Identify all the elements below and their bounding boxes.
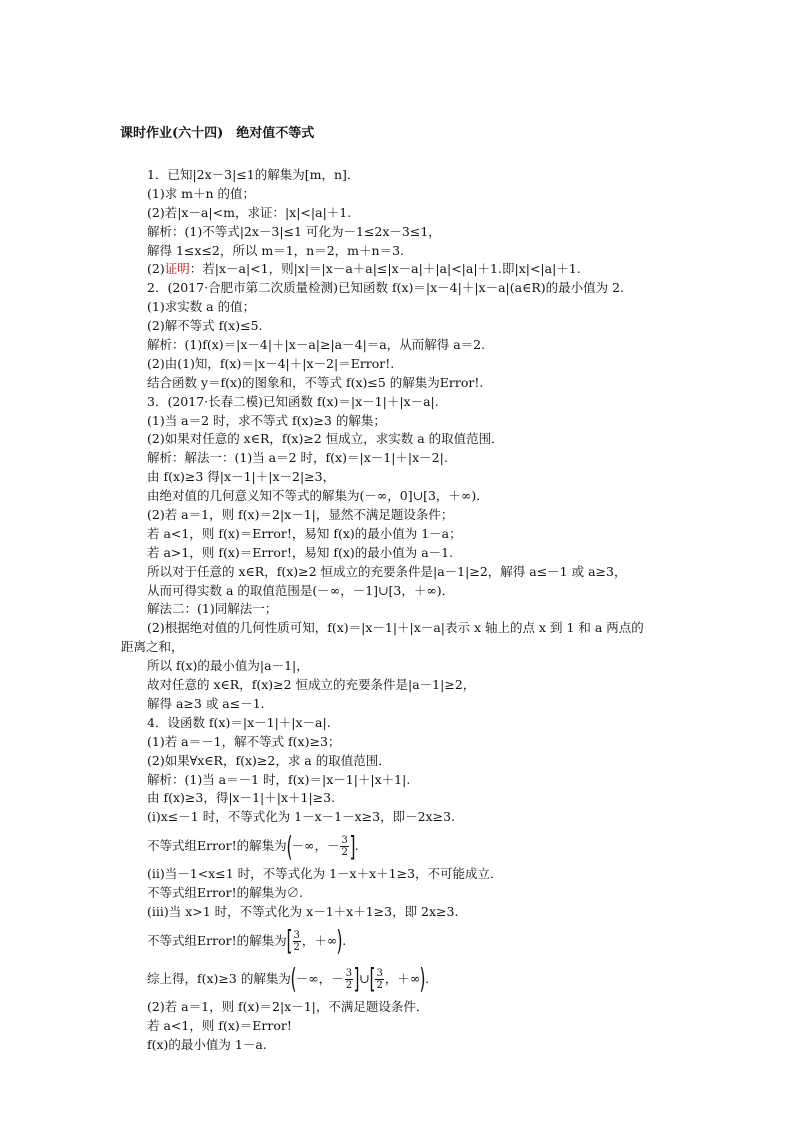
fraction bbox=[345, 968, 353, 991]
right-bracket: ] bbox=[353, 962, 360, 996]
text-line: 所以对于任意的 x∈R，f(x)≥2 恒成立的充要条件是|a－1|≥2，解得 a≤－1 或 a≥3， bbox=[147, 563, 627, 579]
math-text: 不等式组Error!的解集为 bbox=[147, 932, 287, 948]
text-line: 不等式组Error!的解集为∅. bbox=[147, 885, 304, 901]
math-line-solution-set-2 bbox=[121, 922, 681, 960]
math-text: 综上得，f(x)≥3 的解集为 bbox=[147, 970, 291, 986]
right-paren: ) bbox=[336, 924, 343, 958]
fraction-numerator: 3 bbox=[293, 929, 300, 941]
text-line: (1)当 a＝2 时，求不等式 f(x)≥3 的解集； bbox=[147, 412, 386, 428]
fraction bbox=[340, 835, 348, 858]
fraction bbox=[375, 968, 383, 991]
text-line: 解析：(1)当 a＝－1 时，f(x)＝|x－1|＋|x＋1|. bbox=[147, 771, 411, 787]
document-body bbox=[121, 166, 681, 1055]
text-line: 解析：(1)不等式|2x－3|≤1 可化为－1≤2x－3≤1， bbox=[147, 223, 441, 239]
text-line: (2)如果∀x∈R，f(x)≥2，求 a 的取值范围． bbox=[147, 752, 391, 768]
math-text: . bbox=[425, 970, 430, 986]
math-text: －∞，－ bbox=[291, 838, 340, 854]
text-line: 若 a>1，则 f(x)＝Error!，易知 f(x)的最小值为 a－1. bbox=[147, 544, 454, 560]
text-line: 2．(2017·合肥市第二次质量检测)已知函数 f(x)＝|x－4|＋|x－a|(a∈R)的最小值为 2. bbox=[147, 280, 625, 296]
text-line: 解得 a≥3 或 a≤－1. bbox=[147, 695, 265, 711]
text-line: 结合函数 y＝f(x)的图象和，不等式 f(x)≤5 的解集为Error!. bbox=[147, 374, 484, 390]
text-line: 3．(2017·长春二模)已知函数 f(x)＝|x－1|＋|x－a|. bbox=[147, 393, 439, 409]
text-line: (2)解不等式 f(x)≤5. bbox=[147, 318, 263, 334]
math-text: . bbox=[342, 932, 347, 948]
fraction-denominator: 2 bbox=[376, 979, 383, 991]
text-line: 从而可得实数 a 的取值范围是(－∞，－1]∪[3，＋∞)． bbox=[147, 582, 455, 598]
fraction-denominator: 2 bbox=[341, 847, 348, 859]
text-line: 4．设函数 f(x)＝|x－1|＋|x－a|. bbox=[147, 714, 331, 730]
fraction-numerator: 3 bbox=[341, 835, 348, 847]
right-paren: ) bbox=[419, 962, 426, 996]
text-line: 故对任意的 x∈R，f(x)≥2 恒成立的充要条件是|a－1|≥2， bbox=[147, 677, 476, 693]
text-line: (2)如果对任意的 x∈R，f(x)≥2 恒成立，求实数 a 的取值范围． bbox=[147, 431, 504, 447]
text-line: 解得 1≤x≤2，所以 m＝1，n＝2，m＋n＝3. bbox=[147, 242, 404, 258]
fraction-numerator: 3 bbox=[376, 967, 383, 979]
left-bracket: [ bbox=[286, 924, 293, 958]
math-text: －∞，－ bbox=[295, 970, 344, 986]
left-bracket: [ bbox=[368, 962, 375, 996]
text-line: 解法二：(1)同解法一； bbox=[147, 601, 278, 617]
math-line-solution-set-1 bbox=[121, 827, 681, 865]
text-line: 1．已知|2x－3|≤1的解集为[m，n]． bbox=[147, 167, 360, 182]
fraction bbox=[293, 930, 301, 953]
left-paren: ( bbox=[290, 962, 297, 996]
fraction-denominator: 2 bbox=[345, 979, 353, 991]
text-line: (2)证明：若|x－a|<1，则|x|＝|x－a＋a|≤|x－a|＋|a|<|a|＋1.即|x|<|a|＋1. bbox=[147, 261, 581, 277]
fraction-denominator: 2 bbox=[293, 941, 300, 953]
page-title: 课时作业(六十四) 绝对值不等式 bbox=[120, 126, 315, 141]
fraction-numerator: 3 bbox=[345, 967, 353, 979]
text-line: (ⅱ)当－1<x≤1 时，不等式化为 1－x＋x＋1≥3，不可能成立． bbox=[147, 866, 503, 882]
text-line: 所以 f(x)的最小值为|a－1|， bbox=[147, 658, 309, 674]
math-text: ∪ bbox=[359, 970, 370, 986]
text-line: 若 a<1，则 f(x)＝Error! bbox=[147, 1017, 292, 1033]
text-line: 由 f(x)≥3，得|x－1|＋|x＋1|≥3. bbox=[147, 790, 336, 806]
text-line: 若 a<1，则 f(x)＝Error!，易知 f(x)的最小值为 1－a； bbox=[147, 525, 462, 541]
text-line: 解析：解法一：(1)当 a＝2 时，f(x)＝|x－1|＋|x－2|. bbox=[147, 450, 448, 466]
text-line: 距离之和， bbox=[121, 639, 184, 655]
math-line-solution-set-final bbox=[121, 960, 681, 998]
text-line: (ⅲ)当 x>1 时，不等式化为 x－1＋x＋1≥3，即 2x≥3. bbox=[147, 903, 459, 919]
text-line: 解析：(1)f(x)＝|x－4|＋|x－a|≥|a－4|＝a，从而解得 a＝2. bbox=[147, 337, 486, 353]
text-line: 由绝对值的几何意义知不等式的解集为(－∞，0]∪[3，＋∞)． bbox=[147, 488, 489, 504]
text-line: (2)若 a＝1，则 f(x)＝2|x－1|，显然不满足题设条件； bbox=[147, 507, 454, 523]
text-line: (2)由(1)知，f(x)＝|x－4|＋|x－2|＝Error!. bbox=[147, 355, 395, 371]
text-line: f(x)的最小值为 1－a. bbox=[147, 1036, 267, 1052]
text-line: (ⅰ)x≤－1 时，不等式化为 1－x－1－x≥3，即－2x≥3. bbox=[147, 809, 456, 825]
text-line: (1)求实数 a 的值； bbox=[147, 299, 256, 315]
text-line: (1)若 a＝－1，解不等式 f(x)≥3； bbox=[147, 733, 341, 749]
text-line: 由 f(x)≥3 得|x－1|＋|x－2|≥3， bbox=[147, 469, 336, 485]
proof-keyword: 证明 bbox=[164, 261, 190, 277]
text-line: (2)若 a＝1，则 f(x)＝2|x－1|，不满足题设条件． bbox=[147, 998, 429, 1014]
left-paren: ( bbox=[286, 829, 293, 863]
math-text: ，＋∞ bbox=[301, 932, 338, 948]
text-line: (1)求 m＋n 的值； bbox=[147, 185, 256, 201]
math-text: 不等式组Error!的解集为 bbox=[147, 838, 287, 854]
text-line: (2)若|x－a|<m，求证：|x|<|a|＋1. bbox=[147, 204, 352, 220]
math-text: . bbox=[354, 838, 359, 854]
text-line: (2)根据绝对值的几何性质可知，f(x)＝|x－1|＋|x－a|表示 x 轴上的点 x 到 1 和 a 两点的 bbox=[147, 620, 644, 636]
math-text: ，＋∞ bbox=[384, 970, 421, 986]
right-bracket: ] bbox=[349, 829, 356, 863]
